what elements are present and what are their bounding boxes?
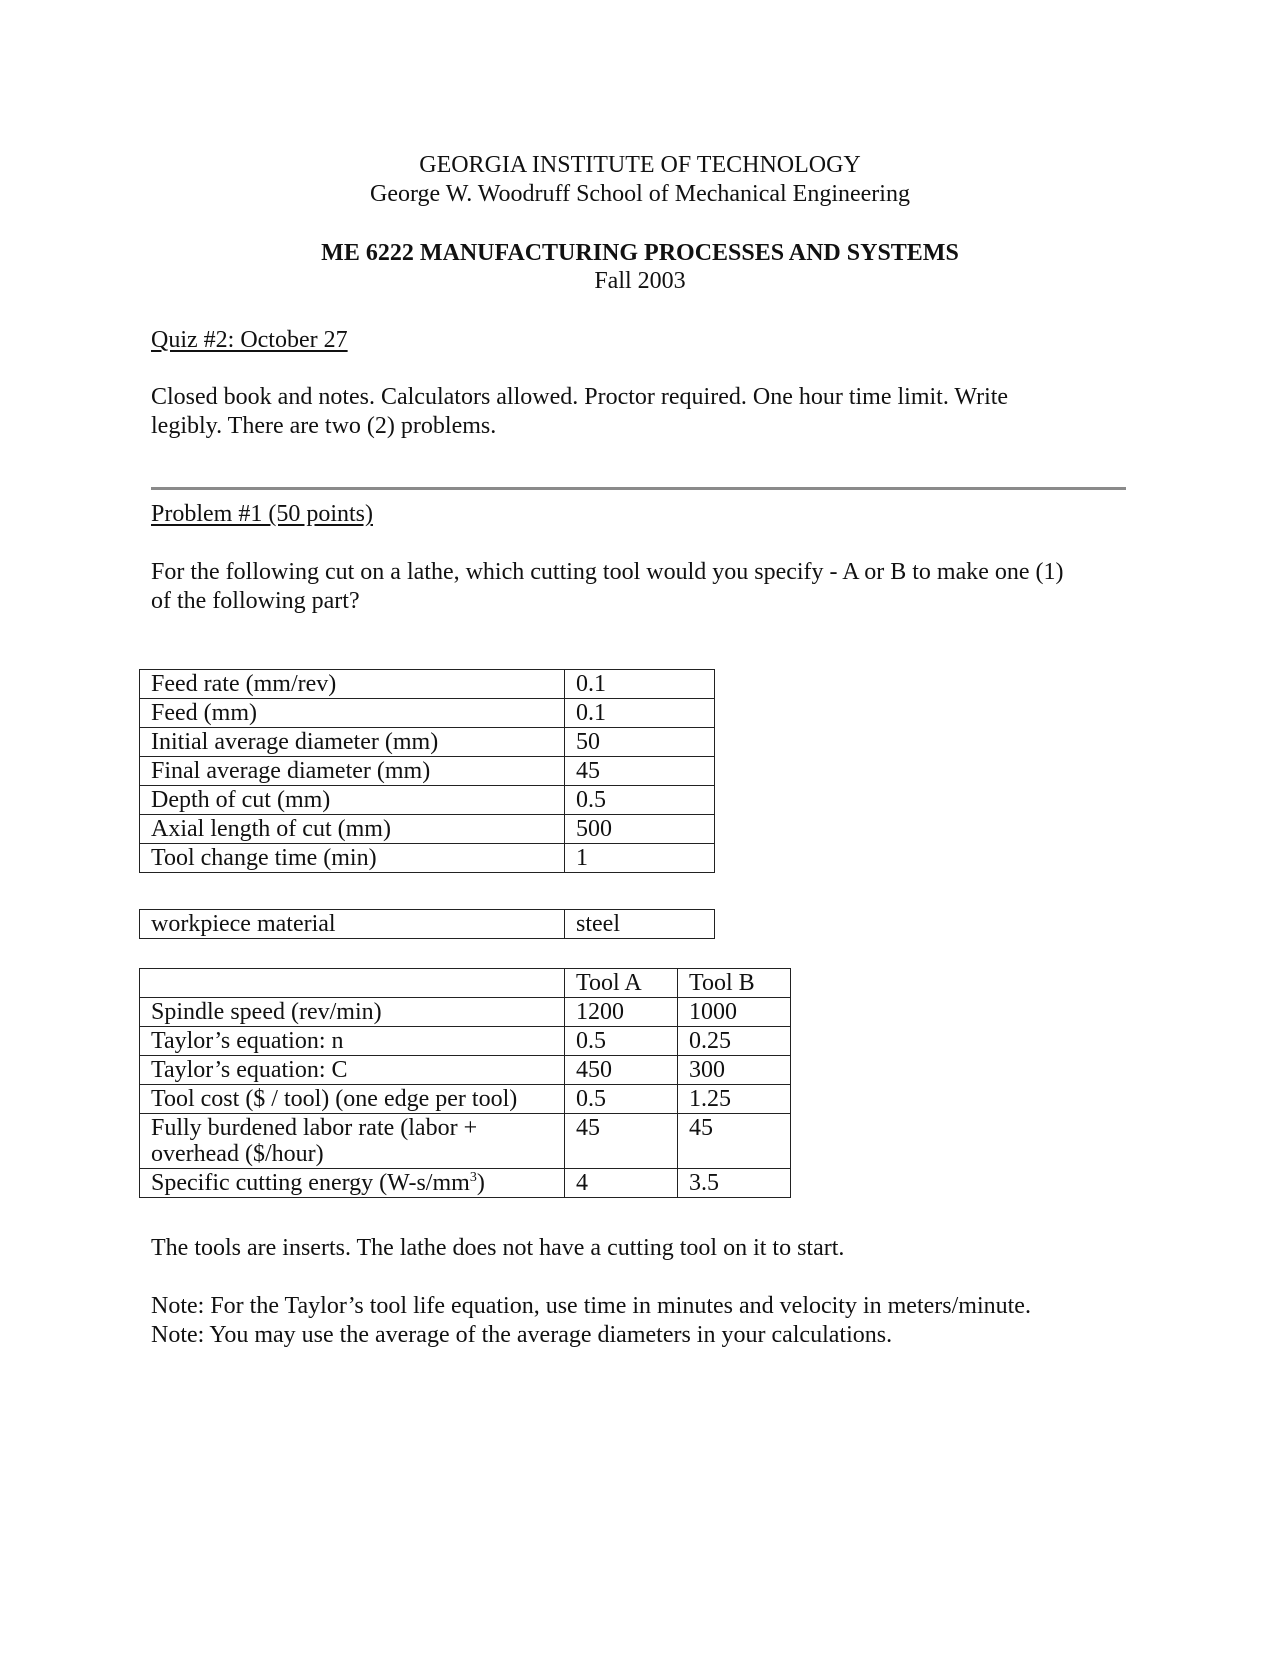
header-tool-a: Tool A [565, 969, 678, 998]
term: Fall 2003 [594, 268, 686, 294]
cell-tool-a: 45 [565, 1114, 678, 1169]
cell-tool-b: 300 [678, 1056, 791, 1085]
cell-label: Tool cost ($ / tool) (one edge per tool) [140, 1085, 565, 1114]
table-row [140, 998, 791, 1027]
cell-value: steel [565, 910, 715, 939]
material-table [139, 909, 715, 939]
instructions-line-1: Closed book and notes. Calculators allowed. Proctor required. One hour time limit. Write [151, 384, 1009, 410]
cell-label: Depth of cut (mm) [140, 786, 565, 815]
problem-title-text: Problem #1 (50 points) [151, 501, 373, 527]
course-title: ME 6222 MANUFACTURING PROCESSES AND SYSTEMS [321, 240, 959, 266]
note-1: Note: For the Taylor’s tool life equation, use time in minutes and velocity in meters/minute. [151, 1293, 1031, 1319]
table-row [140, 1056, 791, 1085]
table-row [140, 757, 715, 786]
cell-tool-a: 1200 [565, 998, 678, 1027]
cell-tool-a: 0.5 [565, 1027, 678, 1056]
cell-label: Feed rate (mm/rev) [140, 670, 565, 699]
table-row [140, 1114, 791, 1169]
cell-value: 50 [565, 728, 715, 757]
cell-label [140, 1114, 565, 1169]
table-row [140, 815, 715, 844]
cell-label: Taylor’s equation: C [140, 1056, 565, 1085]
cut-parameters-table [139, 669, 715, 873]
cell-label-text: Specific cutting energy (W-s/mm [151, 1170, 470, 1196]
table-row [140, 699, 715, 728]
cell-label-line-1: Fully burdened labor rate (labor + [151, 1115, 478, 1141]
cell-tool-b: 0.25 [678, 1027, 791, 1056]
header-tool-b: Tool B [678, 969, 791, 998]
cell-label: Feed (mm) [140, 699, 565, 728]
cell-label-line-2: overhead ($/hour) [151, 1141, 324, 1167]
instructions-line-2: legibly. There are two (2) problems. [151, 413, 497, 439]
table-row [140, 1169, 791, 1198]
table-row [140, 844, 715, 873]
cell-tool-b: 1000 [678, 998, 791, 1027]
cell-label: Tool change time (min) [140, 844, 565, 873]
cell-tool-a: 450 [565, 1056, 678, 1085]
cell-value: 0.1 [565, 699, 715, 728]
tool-comparison-table [139, 968, 791, 1198]
problem-title [151, 500, 1131, 529]
quiz-title-text: Quiz #2: October 27 [151, 327, 348, 353]
header-blank-cell [140, 969, 565, 998]
cell-label: Axial length of cut (mm) [140, 815, 565, 844]
superscript: 3 [469, 1170, 477, 1185]
cell-value: 45 [565, 757, 715, 786]
cell-tool-a: 0.5 [565, 1085, 678, 1114]
cell-label-end: ) [476, 1170, 485, 1196]
table-row [140, 670, 715, 699]
school-name: George W. Woodruff School of Mechanical Engineering [370, 181, 910, 207]
cell-value: 0.5 [565, 786, 715, 815]
cell-value: 0.1 [565, 670, 715, 699]
cell-label: Taylor’s equation: n [140, 1027, 565, 1056]
cell-label: Spindle speed (rev/min) [140, 998, 565, 1027]
cell-label [140, 1169, 565, 1198]
cell-tool-a: 4 [565, 1169, 678, 1198]
cell-value: 1 [565, 844, 715, 873]
table-row [140, 1027, 791, 1056]
cell-value: 500 [565, 815, 715, 844]
table-row [140, 728, 715, 757]
cell-tool-b: 3.5 [678, 1169, 791, 1198]
section-divider [151, 487, 1126, 490]
cell-tool-b: 1.25 [678, 1085, 791, 1114]
table-row [140, 910, 715, 939]
question-line-2: of the following part? [151, 588, 360, 614]
table-row [140, 1085, 791, 1114]
note-2: Note: You may use the average of the average diameters in your calculations. [151, 1322, 893, 1348]
table-row [140, 786, 715, 815]
tools-note: The tools are inserts. The lathe does not have a cutting tool on it to start. [151, 1235, 845, 1261]
cell-label: workpiece material [140, 910, 565, 939]
institution-name: GEORGIA INSTITUTE OF TECHNOLOGY [419, 152, 861, 178]
cell-tool-b: 45 [678, 1114, 791, 1169]
quiz-title [151, 326, 1131, 355]
table-header-row [140, 969, 791, 998]
cell-label: Final average diameter (mm) [140, 757, 565, 786]
question-line-1: For the following cut on a lathe, which cutting tool would you specify - A or B to make one (1) [151, 559, 1064, 585]
cell-label: Initial average diameter (mm) [140, 728, 565, 757]
